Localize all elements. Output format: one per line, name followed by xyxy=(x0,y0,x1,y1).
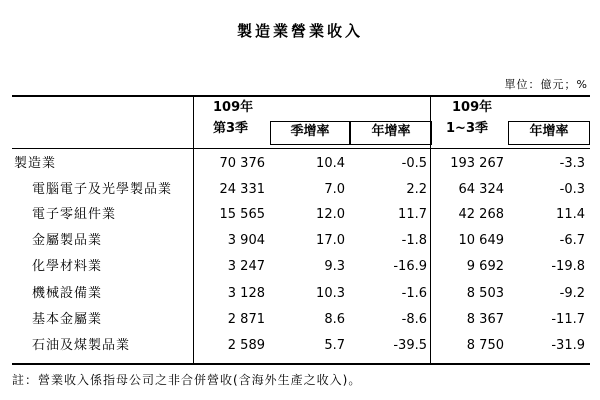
header-group2-range: 1~3季 xyxy=(446,121,488,136)
row-ytd-value: 8 750 xyxy=(466,338,504,353)
row-q3-value: 24 331 xyxy=(219,182,265,197)
row-qoq-value: 7.0 xyxy=(324,182,345,197)
row-ytd-yoy-value: -31.9 xyxy=(551,338,585,353)
row-q3-value: 2 871 xyxy=(227,312,265,327)
row-ytd-value: 42 268 xyxy=(458,207,504,222)
header-bottom-rule xyxy=(12,148,590,149)
row-label: 製造業 xyxy=(14,156,57,171)
row-yoy-value: -0.5 xyxy=(401,156,427,171)
row-qoq-value: 9.3 xyxy=(324,259,345,274)
row-yoy-value: -16.9 xyxy=(393,259,427,274)
row-label: 機械設備業 xyxy=(32,286,103,301)
row-yoy-value: 11.7 xyxy=(398,207,427,222)
row-label: 石油及煤製品業 xyxy=(32,338,131,353)
row-ytd-value: 10 649 xyxy=(458,233,504,248)
table-title: 製造業營業收入 xyxy=(236,22,363,40)
row-ytd-yoy-value: -6.7 xyxy=(559,233,585,248)
row-label: 電子零組件業 xyxy=(32,207,117,222)
row-qoq-value: 5.7 xyxy=(324,338,345,353)
row-yoy-value: 2.2 xyxy=(406,182,427,197)
row-ytd-yoy-value: -3.3 xyxy=(559,156,585,171)
row-label: 電腦電子及光學製品業 xyxy=(32,182,173,197)
footnote: 註：營業收入係指母公司之非合併營收(含海外生產之收入)。 xyxy=(12,373,362,387)
row-q3-value: 3 904 xyxy=(227,233,265,248)
row-ytd-yoy-value: 11.4 xyxy=(556,207,585,222)
row-ytd-value: 8 503 xyxy=(466,286,504,301)
row-ytd-value: 9 692 xyxy=(466,259,504,274)
header-yoy1: 年增率 xyxy=(371,124,411,139)
table-top-rule xyxy=(12,95,590,97)
row-label: 化學材料業 xyxy=(32,259,103,274)
row-ytd-yoy-value: -0.3 xyxy=(559,182,585,197)
row-ytd-value: 193 267 xyxy=(450,156,504,171)
header-group1-quarter: 第3季 xyxy=(213,121,249,136)
row-ytd-value: 8 367 xyxy=(466,312,504,327)
header-qoq: 季增率 xyxy=(290,124,330,139)
row-qoq-value: 17.0 xyxy=(316,233,345,248)
row-ytd-value: 64 324 xyxy=(458,182,504,197)
row-q3-value: 3 247 xyxy=(227,259,265,274)
header-yoy2: 年增率 xyxy=(529,124,569,139)
row-q3-value: 2 589 xyxy=(227,338,265,353)
row-yoy-value: -8.6 xyxy=(401,312,427,327)
row-q3-value: 3 128 xyxy=(227,286,265,301)
row-yoy-value: -1.8 xyxy=(401,233,427,248)
row-qoq-value: 8.6 xyxy=(324,312,345,327)
row-yoy-value: -39.5 xyxy=(393,338,427,353)
row-yoy-value: -1.6 xyxy=(401,286,427,301)
row-q3-value: 70 376 xyxy=(219,156,265,171)
row-qoq-value: 10.3 xyxy=(316,286,345,301)
row-ytd-yoy-value: -9.2 xyxy=(559,286,585,301)
header-group2-year: 109年 xyxy=(452,100,493,115)
header-group1-year: 109年 xyxy=(213,100,254,115)
unit-label: 單位：億元；% xyxy=(504,78,588,91)
row-label: 基本金屬業 xyxy=(32,312,103,327)
row-label: 金屬製品業 xyxy=(32,233,103,248)
row-qoq-value: 10.4 xyxy=(316,156,345,171)
row-ytd-yoy-value: -11.7 xyxy=(551,312,585,327)
row-ytd-yoy-value: -19.8 xyxy=(551,259,585,274)
row-q3-value: 15 565 xyxy=(219,207,265,222)
table-bottom-rule xyxy=(12,363,590,365)
row-qoq-value: 12.0 xyxy=(316,207,345,222)
